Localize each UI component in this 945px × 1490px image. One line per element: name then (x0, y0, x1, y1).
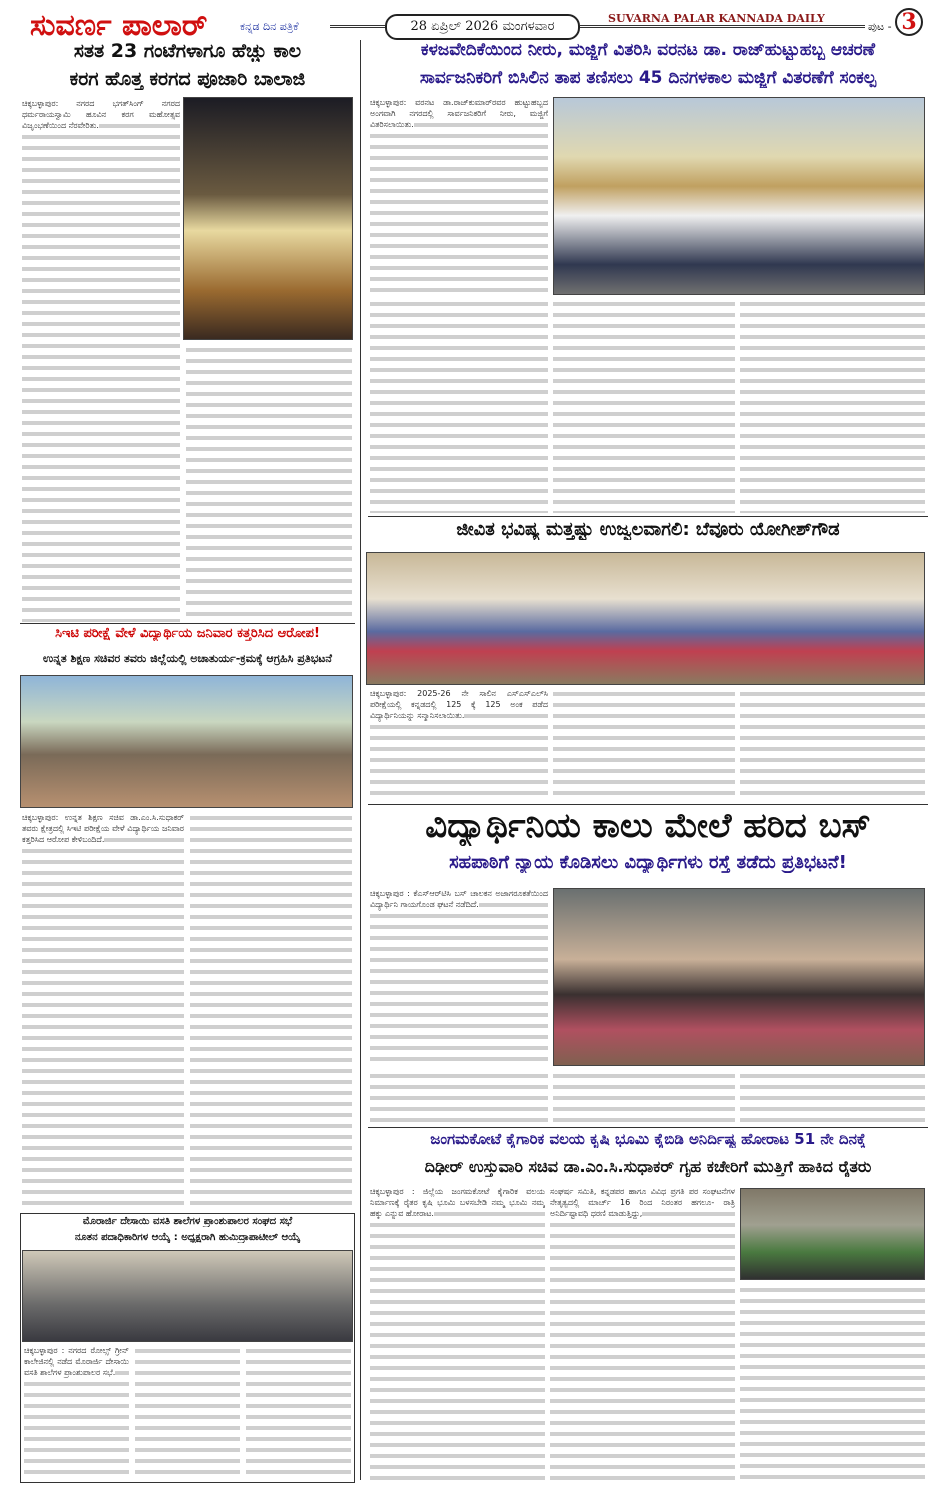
article-body (553, 298, 735, 513)
headline: ಕಳಜವೇದಿಕೆಯಿಂದ ನೀರು, ಮಜ್ಜಿಗೆ ವಿತರಿಸಿ ವರನಟ ಡಾ. ರಾಜ್‌ಹುಟ್ಟುಹಬ್ಬ ಆಚರಣೆ (420, 40, 876, 60)
subheadline: ಸಾರ್ವಜನಿಕರಿಗೆ ಬಿಸಿಲಿನ ತಾಪ ತಣಿಸಲು 45 ದಿನಗಳಕಾಲ ಮಜ್ಜಿಗೆ ವಿತರಣೆಗೆ ಸಂಕಲ್ಪ (419, 68, 877, 88)
article-body (740, 1070, 925, 1125)
article-body (370, 298, 548, 513)
divider (368, 804, 928, 805)
article-body: ಚಿಕ್ಕಬಳ್ಳಾಪುರ: 2025-26 ನೇ ಸಾಲಿನ ಎಸ್‌ಎಸ್‌ಎಲ್‌ಸಿ ಪರೀಕ್ಷೆಯಲ್ಲಿ ಕನ್ನಡದಲ್ಲಿ 125 ಕ್ಕೆ 125 ಅಂಕ ಪಡೆದ ವಿದ್ಯಾರ್ಥಿನಿಯನ್ನು ಸನ್ಮಾನಿಸಲಾಯಿತು. (370, 688, 548, 800)
article-body: ಚಿಕ್ಕಬಳ್ಳಾಪುರ: ವರನಟ ಡಾ.ರಾಜ್‌ಕುಮಾರ್‌ರವರ ಹುಟ್ಟುಹಬ್ಬದ ಅಂಗವಾಗಿ ನಗರದಲ್ಲಿ ಸಾರ್ವಜನಿಕರಿಗೆ ನೀರು, ಮಜ್ಜಿಗೆ ವಿತರಿಸಲಾಯಿತು. (370, 97, 548, 295)
article-body (370, 1070, 548, 1125)
divider (580, 25, 865, 28)
page-number: 3 (895, 8, 923, 36)
headline: ಸತತ 23 ಗಂಟೆಗಳಾಗೂ ಹೆಚ್ಚು ಕಾಲ (73, 40, 302, 62)
divider (368, 1127, 928, 1128)
headline: ಸಿಇಟಿ ಪರೀಕ್ಷೆ ವೇಳೆ ವಿದ್ಯಾರ್ಥಿಯ ಜನಿವಾರ ಕತ್ತರಿಸಿದ ಆರೋಪ! (55, 626, 320, 641)
subheadline: ಉನ್ನತ ಶಿಕ್ಷಣ ಸಚಿವರ ತವರು ಜಿಲ್ಲೆಯಲ್ಲಿ ಅಚಾತುರ್ಯ-ಕ್ರಮಕ್ಕೆ ಆಗ್ರಹಿಸಿ ಪ್ರತಿಭಟನೆ (43, 652, 332, 665)
student-protest-photo (553, 888, 925, 1066)
subheadline: ದಿಢೀರ್ ಉಸ್ತುವಾರಿ ಸಚಿವ ಡಾ.ಎಂ.ಸಿ.ಸುಧಾಕರ್ ಗೃಹ ಕಚೇರಿಗೆ ಮುತ್ತಿಗೆ ಹಾಕಿದ ರೈತರು (424, 1157, 872, 1176)
article-body (135, 1345, 240, 1480)
article-body (553, 688, 735, 800)
article-body (22, 340, 180, 622)
farmers-protest-photo (740, 1188, 925, 1280)
article-body: ಚಿಕ್ಕಬಳ್ಳಾಪುರ: ಉನ್ನತ ಶಿಕ್ಷಣ ಸಚಿವ ಡಾ.ಎಂ.ಸಿ.ಸುಧಾಕರ್ ತವರು ಕ್ಷೇತ್ರದಲ್ಲಿ ಸಿಇಟಿ ಪರೀಕ್ಷೆಯ ವೇಳೆ ವಿದ್ಯಾರ್ಥಿಯ ಜನಿವಾರ ಕತ್ತರಿಸಿದ ಆರೋಪ ಕೇಳಿಬಂದಿದೆ. (22, 812, 184, 1210)
issue-date: 28 ಏಪ್ರಿಲ್ 2026 ಮಂಗಳವಾರ (385, 14, 580, 40)
felicitation-photo (366, 552, 925, 685)
divider (20, 623, 355, 624)
article-body: ಚಿಕ್ಕಬಳ್ಳಾಪುರ : ಕೆಎಸ್‌ಆರ್‌ಟಿಸಿ ಬಸ್ ಚಾಲಕನ ಅಜಾಗರೂಕತೆಯಿಂದ ವಿದ್ಯಾರ್ಥಿನಿ ಗಾಯಗೊಂಡ ಘಟನೆ ನಡೆದಿದೆ. (370, 888, 548, 1068)
column-divider (360, 40, 361, 1480)
article-body (553, 1070, 735, 1125)
headline: ವಿದ್ಯಾರ್ಥಿನಿಯ ಕಾಲು ಮೇಲೆ ಹರಿದ ಬಸ್ (425, 806, 871, 846)
article-body: ಚಿಕ್ಕಬಳ್ಳಾಪುರ: ನಗರದ ಭಗತ್‌ಸಿಂಗ್ ನಗರದ ಧರ್ಮರಾಯಸ್ವಾಮಿ ಹೂವಿನ ಕರಗ ಮಹೋತ್ಸವ ವಿಜೃಂಭಣೆಯಿಂದ ನೆರವೇರಿತು. (22, 98, 180, 338)
article-body (190, 812, 352, 1210)
subheadline: ಸಹಪಾಠಿಗೆ ನ್ಯಾಯ ಕೊಡಿಸಲು ವಿದ್ಯಾರ್ಥಿಗಳು ರಸ್ತೆ ತಡೆದು ಪ್ರತಿಭಟನೆ! (449, 852, 847, 873)
article-body (740, 1284, 925, 1481)
article-body: ಸಂಘರ್ಷ ಸಮಿತಿ, ಕನ್ನಡಪರ ಹಾಗೂ ವಿವಿಧ ಪ್ರಗತಿ ಪರ ಸಂಘಟನೆಗಳ ನೇತೃತ್ವದಲ್ಲಿ ಮಾರ್ಚ್ 16 ರಿಂದ ನಿರಂತರ ಹಗಲೂ- ರಾತ್ರಿ ಅನಿರ್ದಿಷ್ಟಾವಧಿ ಧರಣಿ ಮಾಡುತ್ತಿದ್ದು, (550, 1186, 735, 1481)
subheadline: ನೂತನ ಪದಾಧಿಕಾರಿಗಳ ಆಯ್ಕೆ : ಅಧ್ಯಕ್ಷರಾಗಿ ಹುಮಿದ್ರಾಪಾಟೀಲ್ ಆಯ್ಕೆ (74, 1232, 301, 1243)
headline: ಜಂಗಮಕೋಟೆ ಕೈಗಾರಿಕ ವಲಯ ಕೃಷಿ ಭೂಮಿ ಕೈಬಿಡಿ ಅನಿರ್ದಿಷ್ಟ ಹೋರಾಟ 51 ನೇ ದಿನಕ್ಕೆ (430, 1130, 866, 1148)
headline: ಜೀವಿತ ಭವಿಷ್ಯ ಮತ್ತಷ್ಟು ಉಜ್ವಲವಾಗಲಿ: ಬೆವೂರು ಯೋಗೀಶ್‌ಗೌಡ (456, 519, 840, 540)
article-body (246, 1345, 351, 1480)
rajkumar-event-photo (553, 97, 925, 295)
article-body: ಚಿಕ್ಕಬಳ್ಳಾಪುರ : ನಗರದ ರೋಲ್ಸ್ ಗ್ರೀನ್ ಕಾಲೇಜಿನಲ್ಲಿ ನಡೆದ ಮೊರಾರ್ಜಿ ದೇಸಾಯಿ ವಸತಿ ಶಾಲೆಗಳ ಪ್ರಾಂಶುಪಾಲರ ಸಭೆ. (24, 1345, 129, 1480)
headline: ಮೊರಾರ್ಜಿ ದೇಸಾಯಿ ವಸತಿ ಶಾಲೆಗಳ ಪ್ರಾಂಶುಪಾಲರ ಸಂಘದ ಸಭೆ (82, 1216, 293, 1227)
divider (330, 25, 385, 28)
meeting-photo (22, 1250, 353, 1342)
headline: ಕರಗ ಹೊತ್ತ ಕರಗದ ಪೂಜಾರಿ ಬಾಲಾಜಿ (69, 68, 306, 90)
article-body: ಚಿಕ್ಕಬಳ್ಳಾಪುರ : ಜಿಲ್ಲೆಯ ಜಂಗಮಕೋಟೆ ಕೈಗಾರಿಕ ವಲಯ ನಿರ್ಮಾಣಕ್ಕೆ ರೈತರ ಕೃಷಿ ಭೂಮಿ ಬಳಸಬೇಡಿ ನಮ್ಮ ಭೂಮಿ ನಮ್ಮ ಹಕ್ಕು ಎನ್ನುವ ಹೋರಾಟ. (370, 1186, 545, 1481)
article-body (186, 344, 352, 622)
page-label: ಪುಟ - (868, 20, 892, 33)
article-body (740, 298, 925, 513)
karaga-photo (183, 97, 353, 340)
english-name: SUVARNA PALAR KANNADA DAILY (608, 12, 825, 25)
masthead-title: ಸುವರ್ಣ ಪಾಲಾರ್ (30, 8, 208, 43)
protest-photo (20, 675, 353, 808)
article-body (740, 688, 925, 800)
divider (368, 516, 928, 517)
masthead-tagline: ಕನ್ನಡ ದಿನ ಪತ್ರಿಕೆ (240, 20, 299, 33)
